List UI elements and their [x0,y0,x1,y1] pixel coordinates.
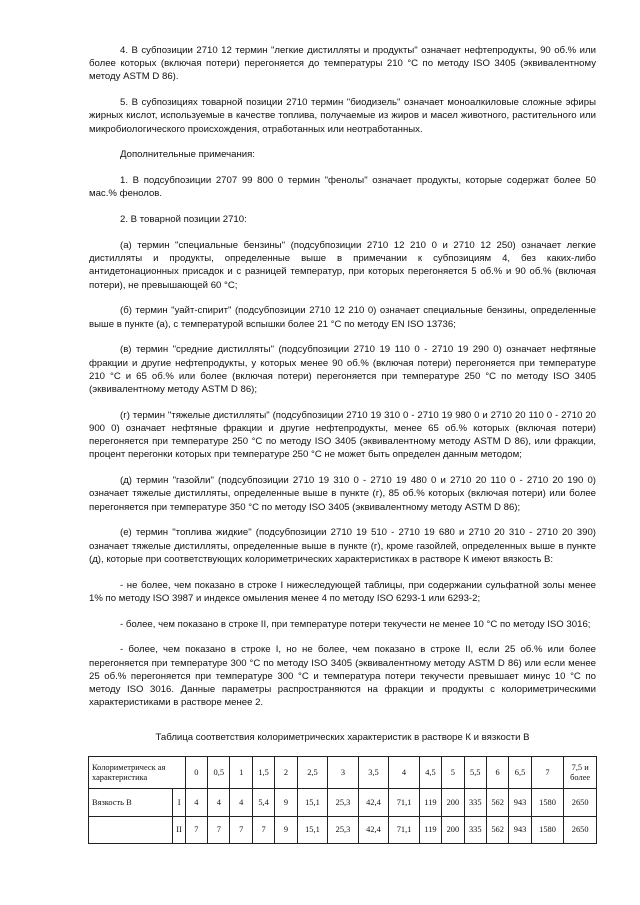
paragraph-dash-3: - более, чем показано в строке I, но не более, чем показано в строке II, если 25 об.% или более перегоняется при температуре 300 °С по методу ISO 3405 (эквивалентному методу ASTM D 86) или если менее 25 об.% перегоняется при температуре 300 °С и температура потери текучести превышает минус 10 °С по методу ISO 3016. Данные параметры распространяются на фракции и продукты с колориметрическими характеристиками в растворе менее 2. [89,644,596,709]
header-value-cell: 2,5 [297,757,328,789]
header-value-cell: 3,5 [358,757,389,789]
row-roman-cell: I [173,789,185,817]
table-row-header [89,757,597,789]
value-cell: 335 [464,817,486,844]
value-cell: 15,1 [297,817,328,844]
value-cell: 943 [509,817,531,844]
header-value-cell: 1,5 [252,757,274,789]
header-value-cell: 6 [486,757,508,789]
value-cell: 200 [442,817,464,844]
row-label-cell: Вязкость В [89,789,173,817]
value-cell: 71,1 [389,789,420,817]
row-label-empty-cell [89,817,173,844]
value-cell: 5,4 [252,789,274,817]
table-caption: Таблица соответствия колориметрических характеристик в растворе К и вязкости В [155,732,530,743]
value-cell: 9 [275,789,297,817]
table-row-ii [89,817,597,844]
value-cell: 119 [419,817,441,844]
paragraph-dash-2: - более, чем показано в строке II, при температуре потери текучести не менее 10 °С по методу ISO 3016; [120,618,591,630]
paragraph-item-b: (б) термин "уайт-спирит" (подсубпозиции 2710 12 210 0) означает специальные бензины, определенные выше в пункте (а), с температурой вспышки более 21 °С по методу EN ISO 13736; [89,305,596,330]
value-cell: 71,1 [389,817,420,844]
value-cell: 1580 [531,817,564,844]
header-value-cell: 2 [275,757,297,789]
value-cell: 42,4 [358,817,389,844]
paragraph-item-g: (г) термин "тяжелые дистилляты" (подсубпозиции 2710 19 310 0 - 2710 19 980 0 и 2710 20 110 0 - 2710 20 900 0) означает нефтяные фракции и другие нефтепродукты, менее 65 об.% которых (включая потери) перегоняется при температуре 250 °С по методу ISO 3405 (эквивалентному методу ASTM D 86), или фракции, процент перегонки которых при температуре 250 °С не может быть определен данным методом; [89,409,596,461]
paragraph-item-v: (в) термин "средние дистилляты" (подсубпозиции 2710 19 110 0 - 2710 19 290 0) означает нефтяные фракции и другие нефтепродукты, у которых менее 90 об.% (включая потери) перегоняется при температуре 210 °С и 65 об.% или более (включая потери) перегоняется при температуре 250 °С по методу ISO 3405 (эквивалентному методу ASTM D 86); [89,344,596,396]
table-row-i [89,789,597,817]
header-value-cell: 0,5 [208,757,230,789]
value-cell: 7 [230,817,252,844]
value-cell: 200 [442,789,464,817]
header-value-cell: 0 [185,757,207,789]
value-cell: 1580 [531,789,564,817]
value-cell: 7 [252,817,274,844]
paragraph-item-d: (д) термин "газойли" (подсубпозиции 2710 19 310 0 - 2710 19 480 0 и 2710 20 110 0 - 2710 20 190 0) означает тяжелые дистилляты, определенные выше в пункте (г), 85 об.% которых (включая потери) или более перегоняется при температуре 350 °С по методу ISO 3405 (эквивалентному методу ASTM D 86); [89,475,596,513]
paragraph-additional-2: 2. В товарной позиции 2710: [120,214,247,226]
value-cell: 2650 [564,789,597,817]
paragraph-additional-1: 1. В подсубпозиции 2707 99 800 0 термин "фенолы" означает продукты, которые содержат более 50 мас.% фенолов. [89,175,596,200]
body-text [89,44,596,722]
value-cell: 15,1 [297,789,328,817]
row-roman-cell: II [173,817,185,844]
header-value-cell: 5,5 [464,757,486,789]
header-value-cell: 4,5 [419,757,441,789]
header-value-cell: 3 [328,757,359,789]
header-value-cell: 1 [230,757,252,789]
header-value-cell: 6,5 [509,757,531,789]
header-value-cell: 4 [389,757,420,789]
paragraph-note-4: 4. В субпозиции 2710 12 термин "легкие дистилляты и продукты" означает нефтепродукты, 90 об.% или более которых (включая потери) перегоняется до температуры 210 °С по методу ISO 3405 (эквивалентному методу ASTM D 86). [89,45,596,83]
value-cell: 7 [208,817,230,844]
value-cell: 9 [275,817,297,844]
header-value-cell: 7,5 и более [564,757,597,789]
header-value-cell: 7 [531,757,564,789]
value-cell: 4 [185,789,207,817]
value-cell: 25,3 [328,789,359,817]
value-cell: 4 [230,789,252,817]
value-cell: 335 [464,789,486,817]
value-cell: 42,4 [358,789,389,817]
value-cell: 943 [509,789,531,817]
value-cell: 119 [419,789,441,817]
value-cell: 4 [208,789,230,817]
value-cell: 25,3 [328,817,359,844]
paragraph-dash-1: - не более, чем показано в строке I нижеследующей таблицы, при содержании сульфатной золы менее 1% по методу ISO 3987 и индексе омыления менее 4 по методу ISO 6293-1 или 6293-2; [89,579,596,604]
paragraph-item-a: (а) термин "специальные бензины" (подсубпозиции 2710 12 210 0 и 2710 12 250) означает легкие дистилляты и продукты, определенные выше в примечании к субпозициям 4, без каких-либо антидетонационных присадок и с разницей температур, при которых перегоняется 5 об.% и 90 об.% (включая потери), не превышающей 60 °С; [89,240,596,291]
value-cell: 562 [486,817,508,844]
paragraph-additional-notes-heading: Дополнительные примечания: [120,149,255,161]
value-cell: 7 [185,817,207,844]
paragraph-note-5: 5. В субпозициях товарной позиции 2710 термин "биодизель" означает моноалкиловые сложные эфиры жирных кислот, используемые в качестве топлива, получаемые из жиров и масел животного, растительного или микробиологического происхождения, отработанных или неотработанных. [89,97,596,135]
header-label-cell: Колориметрическ ая характеристика [89,757,186,789]
value-cell: 562 [486,789,508,817]
viscosity-table [88,756,597,844]
header-value-cell: 5 [442,757,464,789]
value-cell: 2650 [564,817,597,844]
paragraph-item-e: (е) термин "топлива жидкие" (подсубпозиции 2710 19 510 - 2710 19 680 и 2710 20 310 - 2710 20 390) означает тяжелые дистилляты, определенные выше в пункте (г), кроме газойлей, определенных выше в пункте (д), которые при соответствующих колориметрических характеристиках в растворе К имеют вязкость В: [89,527,596,565]
